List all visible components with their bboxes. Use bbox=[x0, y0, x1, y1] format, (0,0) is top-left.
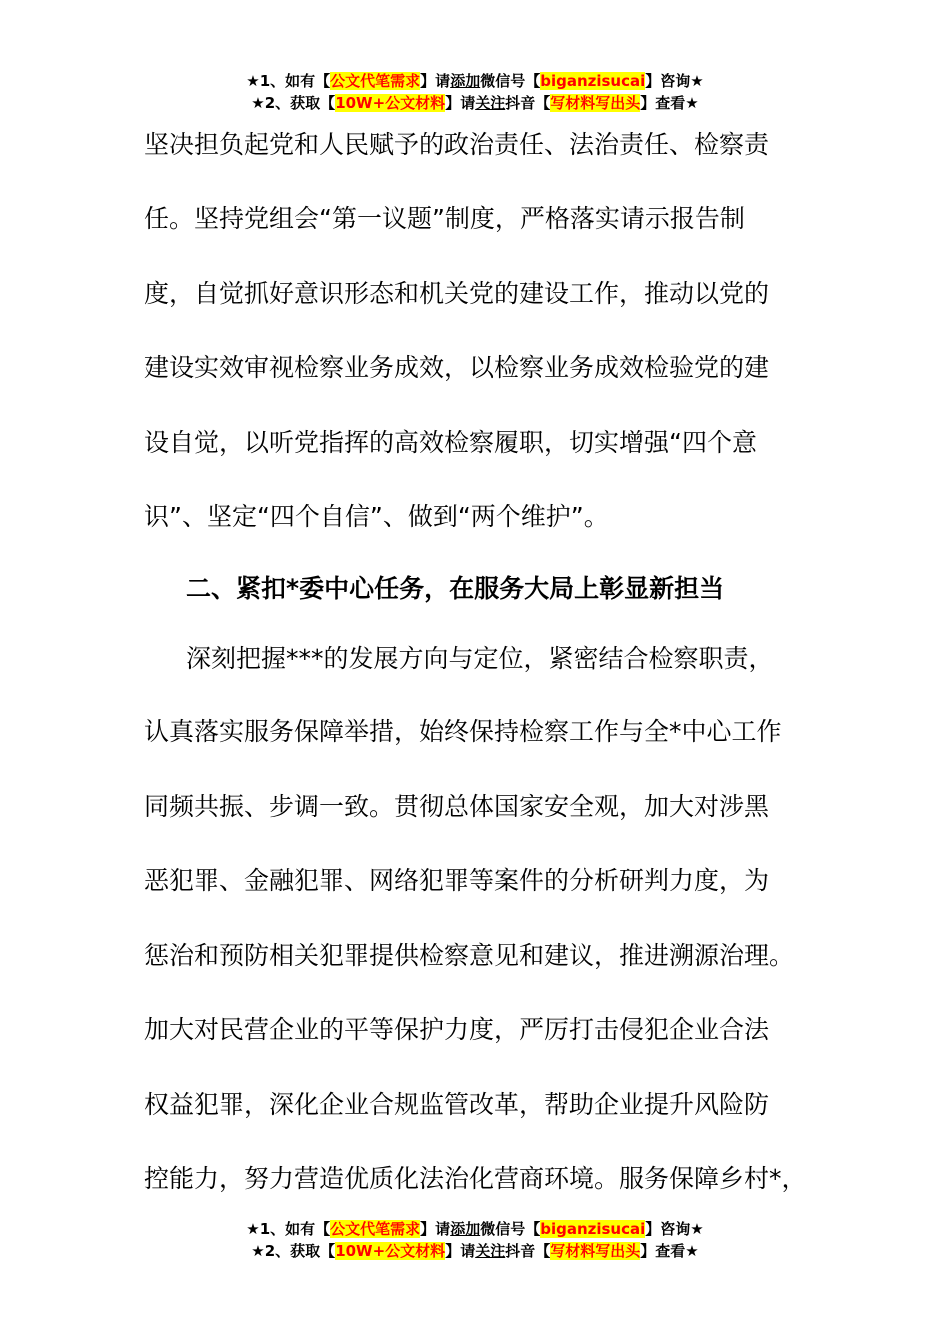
highlight-wechat-id: biganzisucai bbox=[540, 1220, 646, 1238]
banner-text: 】查看★ bbox=[640, 94, 699, 112]
highlight-materials: 10W+公文材料 bbox=[335, 1242, 446, 1260]
underlined-add: 添加 bbox=[450, 1220, 481, 1238]
banner-text: 】请 bbox=[420, 1220, 451, 1238]
underlined-follow: 关注 bbox=[475, 94, 506, 112]
underlined-follow: 关注 bbox=[475, 1242, 506, 1260]
banner-line-1 bbox=[0, 1218, 950, 1240]
footer-banner bbox=[0, 1218, 950, 1262]
highlight-ghostwriting: 公文代笔需求 bbox=[330, 72, 421, 90]
paragraph-line: 度，自觉抓好意识形态和机关党的建设工作，推动以党的 bbox=[144, 279, 770, 308]
highlight-wechat-id: biganzisucai bbox=[540, 72, 646, 90]
highlight-douyin: 写材料写出头 bbox=[550, 1242, 641, 1260]
banner-text: 】请 bbox=[445, 94, 476, 112]
banner-text: 抖音【 bbox=[505, 94, 551, 112]
banner-line-1 bbox=[0, 70, 950, 92]
paragraph-line: 认真落实服务保障举措，始终保持检察工作与全*中心工作 bbox=[144, 717, 782, 746]
banner-text: 】咨询★ bbox=[645, 1220, 704, 1238]
highlight-materials: 10W+公文材料 bbox=[335, 94, 446, 112]
paragraph-line: 设自觉，以听党指挥的高效检察履职，切实增强“四个意 bbox=[144, 428, 757, 457]
underlined-add: 添加 bbox=[450, 72, 481, 90]
paragraph-line: 加大对民营企业的平等保护力度，严厉打击侵犯企业合法 bbox=[144, 1015, 770, 1044]
paragraph-line: 权益犯罪，深化企业合规监管改革，帮助企业提升风险防 bbox=[144, 1090, 770, 1119]
banner-text: 】咨询★ bbox=[645, 72, 704, 90]
banner-text: 】请 bbox=[420, 72, 451, 90]
banner-text: ★1、如有【 bbox=[246, 1220, 331, 1238]
banner-text: 微信号【 bbox=[480, 1220, 541, 1238]
banner-text: ★1、如有【 bbox=[246, 72, 331, 90]
paragraph-line: 恶犯罪、金融犯罪、网络犯罪等案件的分析研判力度，为 bbox=[144, 866, 770, 895]
banner-text: 微信号【 bbox=[480, 72, 541, 90]
highlight-douyin: 写材料写出头 bbox=[550, 94, 641, 112]
header-banner bbox=[0, 70, 950, 114]
banner-text: 】查看★ bbox=[640, 1242, 699, 1260]
section-heading: 二、紧扣*委中心任务，在服务大局上彰显新担当 bbox=[186, 574, 725, 603]
paragraph-line: 建设实效审视检察业务成效，以检察业务成效检验党的建 bbox=[144, 353, 770, 382]
paragraph-line: 控能力，努力营造优质化法治化营商环境。服务保障乡村*， bbox=[144, 1164, 807, 1193]
banner-line-2 bbox=[0, 92, 950, 114]
paragraph-line: 坚决担负起党和人民赋予的政治责任、法治责任、检察责 bbox=[144, 130, 770, 159]
banner-text: ★2、获取【 bbox=[251, 94, 336, 112]
paragraph-line: 惩治和预防相关犯罪提供检察意见和建议，推进溯源治理。 bbox=[144, 941, 795, 970]
paragraph-line: 深刻把握***的发展方向与定位，紧密结合检察职责， bbox=[186, 644, 774, 673]
banner-text: ★2、获取【 bbox=[251, 1242, 336, 1260]
paragraph-line: 任。坚持党组会“第一议题”制度，严格落实请示报告制 bbox=[144, 204, 745, 233]
paragraph-line: 识”、坚定“四个自信”、做到“两个维护”。 bbox=[144, 502, 609, 531]
banner-text: 】请 bbox=[445, 1242, 476, 1260]
highlight-ghostwriting: 公文代笔需求 bbox=[330, 1220, 421, 1238]
banner-text: 抖音【 bbox=[505, 1242, 551, 1260]
banner-line-2 bbox=[0, 1240, 950, 1262]
paragraph-line: 同频共振、步调一致。贯彻总体国家安全观，加大对涉黑 bbox=[144, 792, 770, 821]
